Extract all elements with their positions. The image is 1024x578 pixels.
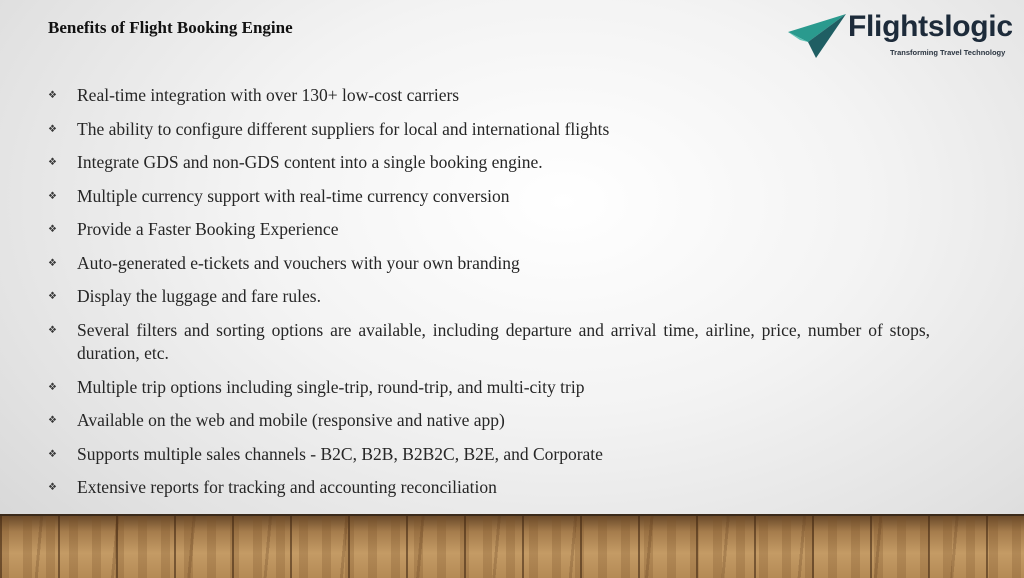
diamond-bullet-icon: ❖ <box>48 415 57 426</box>
paper-plane-icon <box>786 12 848 60</box>
list-item <box>48 151 930 175</box>
diamond-bullet-icon: ❖ <box>48 123 57 135</box>
slide-title: Benefits of Flight Booking Engine <box>48 18 293 37</box>
diamond-bullet-icon: ❖ <box>48 381 57 393</box>
list-item-text: Provide a Faster Booking Experience <box>77 219 339 239</box>
list-item-text: Extensive reports for tracking and accounting reconciliation <box>77 477 497 497</box>
diamond-bullet-icon: ❖ <box>48 291 57 302</box>
list-item <box>48 252 930 276</box>
diamond-bullet-icon: ❖ <box>48 224 57 235</box>
list-item <box>48 376 930 400</box>
diamond-bullet-icon: ❖ <box>48 90 57 101</box>
list-item <box>48 185 930 209</box>
list-item <box>48 84 930 108</box>
list-item-text: Multiple currency support with real-time currency conversion <box>77 185 510 206</box>
wood-floor-decoration <box>0 514 1024 578</box>
list-item-text: Supports multiple sales channels - B2C, B2B, B2B2C, B2E, and Corporate <box>77 443 603 464</box>
diamond-bullet-icon: ❖ <box>48 448 57 460</box>
list-item-text: Multiple trip options including single-trip, round-trip, and multi-city trip <box>77 376 585 397</box>
list-item-text: Display the luggage and fare rules. <box>77 286 321 306</box>
diamond-bullet-icon: ❖ <box>48 190 57 202</box>
logo-name: Flightslogic <box>848 10 1013 43</box>
list-item <box>48 443 930 467</box>
diamond-bullet-icon: ❖ <box>48 257 57 269</box>
list-item <box>48 409 930 433</box>
diamond-bullet-icon: ❖ <box>48 482 57 493</box>
logo-tagline: Transforming Travel Technology <box>890 48 1006 57</box>
list-item <box>48 285 930 309</box>
diamond-bullet-icon: ❖ <box>48 157 57 168</box>
list-item-text: Auto-generated e-tickets and vouchers with your own branding <box>77 252 520 273</box>
list-item-text: Available on the web and mobile (responsive and native app) <box>77 410 505 430</box>
list-item-text: Several filters and sorting options are available, including departure and arrival time, airline, price, number of stops, duration, etc. <box>77 319 930 363</box>
list-item <box>48 476 930 500</box>
benefits-list <box>48 84 930 510</box>
list-item <box>48 118 930 142</box>
diamond-bullet-icon: ❖ <box>48 324 57 336</box>
list-item <box>48 218 930 242</box>
list-item-text: Integrate GDS and non-GDS content into a single booking engine. <box>77 152 543 172</box>
list-item-text: The ability to configure different suppliers for local and international flights <box>77 118 610 139</box>
flightslogic-logo <box>786 10 1016 62</box>
list-item <box>48 319 930 366</box>
list-item-text: Real-time integration with over 130+ low-cost carriers <box>77 85 460 105</box>
wood-grain <box>0 516 1024 578</box>
